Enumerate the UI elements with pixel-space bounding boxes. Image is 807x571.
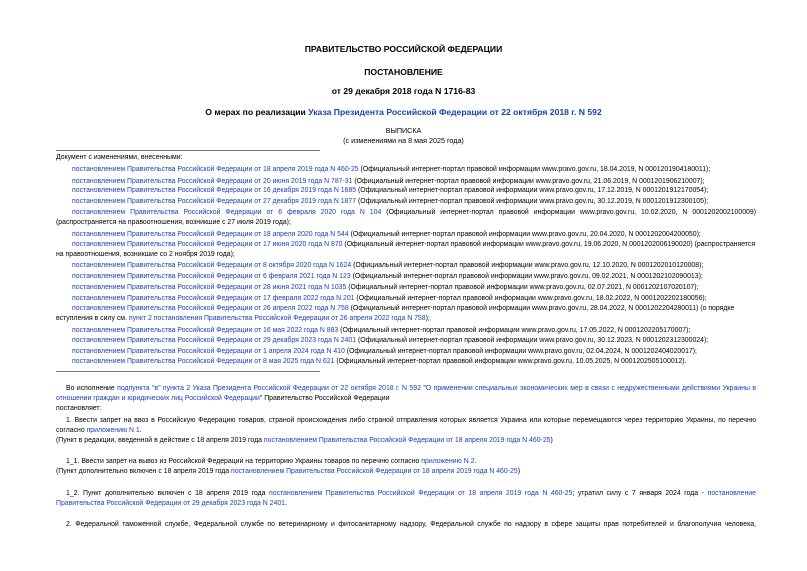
amendment-item: постановлением Правительства Российской Федерации от 1 апреля 2024 года N 410 (Официальный интернет-портал правовой информации www.pravo.gov.ru, 02.04.2024, N 0001202404020017);: [72, 348, 697, 355]
revision-label: (с изменениями на 8 мая 2025 года): [343, 136, 464, 145]
amendment-link[interactable]: постановлением Правительства Российской Федерации от 6 февраля 2020 года N 104: [72, 209, 382, 216]
doc-title-prefix: О мерах по реализации: [205, 107, 309, 117]
amendment-item: постановлением Правительства Российской Федерации от 20 июня 2019 года N 787-31 (Официальный интернет-портал правовой информации www.pravo.gov.ru, 21.06.2019, N 0001201906210007);: [72, 178, 705, 185]
amendment-link[interactable]: постановлением Правительства Российской Федерации от 6 февраля 2021 года N 123: [72, 273, 351, 280]
amendment-link[interactable]: постановлением Правительства Российской Федерации от 8 октября 2020 года N 1624: [72, 262, 352, 269]
top-separator: [56, 150, 320, 151]
clause-1-2-line: Правительства Российской Федерации от 29 декабря 2023 года N 2401.: [56, 500, 287, 507]
amendment-link[interactable]: постановлением Правительства Российской Федерации от 18 апреля 2019 года N 460-25: [72, 166, 359, 173]
amendment-item: постановлением Правительства Российской Федерации от 6 февраля 2021 года N 123 (Официальный интернет-портал правовой информации www.pravo.gov.ru, 09.02.2021, N 0001202102090013);: [72, 273, 703, 280]
amendment-item: постановлением Правительства Российской Федерации от 17 февраля 2022 года N 201 (Официальный интернет-портал правовой информации www.pravo.gov.ru, 18.02.2022, N 0001202202180056);: [72, 295, 707, 302]
amendment-item: постановлением Правительства Российской Федерации от 27 декабря 2019 года N 1877 (Официальный интернет-портал правовой информации www.pravo.gov.ru, 30.12.2019, N 0001201912300105);: [72, 198, 709, 205]
clause-1-1-note: (Пункт дополнительно включен с 18 апреля 2019 года постановлением Правительства Российской Федерации от 18 апреля 2019 года N 460-25): [56, 468, 520, 475]
amendment-link[interactable]: постановлением Правительства Российской Федерации от 18 апреля 2019 года N 460-25: [263, 437, 551, 444]
amendment-link[interactable]: постановлением Правительства Российской Федерации от 28 июня 2021 года N 1035: [72, 284, 347, 291]
decree-title-link[interactable]: О применении специальных экономических мер в связи с недружественными действиями Украины в: [425, 385, 756, 392]
bottom-separator: [56, 371, 320, 372]
amendments-intro: Документ с изменениями, внесенными:: [56, 154, 183, 161]
amendment-item: постановлением Правительства Российской Федерации от 28 июня 2021 года N 1035 (Официальный интернет-портал правовой информации www.pravo.gov.ru, 02.07.2021, N 0001202107020107);: [72, 284, 699, 291]
amendment-link[interactable]: постановлением Правительства Российской Федерации от 17 февраля 2022 года N 201: [72, 295, 355, 302]
decree-592-link[interactable]: Указа Президента Российской Федерации от 22 октября 2018 г. N 592: [308, 107, 602, 117]
amendment-continuation: (распространяется на правоотношения, возникшие с 27 июля 2019 года);: [56, 219, 291, 226]
doc-title: [0, 107, 807, 117]
government-heading: ПРАВИТЕЛЬСТВО РОССИЙСКОЙ ФЕДЕРАЦИИ: [304, 44, 503, 54]
decree-title-link[interactable]: отношении граждан и юридических лиц Российской Федерации: [56, 395, 260, 402]
clause-1-line: 1. Ввести запрет на ввоз в Российскую Федерацию товаров, страной происхождения либо страной отправления которых является Украина или которые перемещаются через территорию Украины, по перечню: [66, 417, 756, 424]
amendment-item: постановлением Правительства Российской Федерации от 18 апреля 2019 года N 460-25 (Официальный интернет-портал правовой информации www.pravo.gov.ru, 18.04.2019, N 0001201904180011);: [72, 166, 711, 173]
amendment-item: постановлением Правительства Российской Федерации от 29 декабря 2023 года N 2401 (Официальный интернет-портал правовой информации www.pravo.gov.ru, 30.12.2023, N 0001202312300024);: [72, 337, 709, 344]
amendment-link[interactable]: постановлением Правительства Российской Федерации от 26 апреля 2022 года N 758: [72, 305, 349, 312]
appendix-1-link[interactable]: приложению N 1: [86, 427, 140, 434]
amendment-link[interactable]: постановлением Правительства Российской Федерации от 20 июня 2019 года N 787-31: [72, 178, 353, 185]
amendment-link[interactable]: постановлением Правительства Российской Федерации от 29 декабря 2023 года N 2401: [72, 337, 357, 344]
clause-1-note: (Пункт в редакции, введенной в действие с 18 апреля 2019 года постановлением Правительства Российской Федерации от 18 апреля 2019 года N 460-25): [56, 437, 553, 444]
extract-label: ВЫПИСКА: [385, 126, 422, 135]
amendment-item: постановлением Правительства Российской Федерации от 8 октября 2020 года N 1624 (Официальный интернет-портал правовой информации www.pravo.gov.ru, 12.10.2020, N 0001202010120008);: [72, 262, 704, 269]
amendment-continuation: на правоотношения, возникшие со 2 ноября 2019 года);: [56, 251, 235, 258]
amendment-link[interactable]: Правительства Российской Федерации от 29 декабря 2023 года N 2401: [56, 500, 285, 507]
amendment-link[interactable]: постановлением Правительства Российской Федерации от 18 апреля 2019 года N 460-25: [231, 468, 518, 475]
amendment-continuation: вступления в силу см. пункт 2 постановления Правительства Российской Федерации от 26 апреля 2022 года N 758);: [56, 315, 430, 322]
clause-1-1-line: 1_1. Ввести запрет на вывоз из Российской Федерации на территорию Украины товаров по перечню согласно приложению N 2.: [66, 458, 477, 465]
amendment-item: постановлением Правительства Российской Федерации от 16 мая 2022 года N 883 (Официальный интернет-портал правовой информации www.pravo.gov.ru, 17.05.2022, N 0001202205170007);: [72, 327, 691, 334]
amendment-link[interactable]: постановлением Правительства Российской Федерации от 18 апреля 2020 года N 544: [72, 231, 349, 238]
amendment-link[interactable]: постановлением Правительства Российской Федерации от 16 декабря 2019 года N 1685: [72, 187, 357, 194]
clause-1-line: согласно приложению N 1.: [56, 427, 142, 434]
preamble-line: отношении граждан и юридических лиц Российской Федерации" Правительство Российской Федерации: [56, 395, 390, 402]
amendment-link[interactable]: постановление: [707, 490, 756, 497]
amendment-item: постановлением Правительства Российской Федерации от 16 декабря 2019 года N 1685 (Официальный интернет-портал правовой информации www.pravo.gov.ru, 17.12.2019, N 0001201912170054);: [72, 187, 709, 194]
amendment-link[interactable]: постановлением Правительства Российской Федерации от 8 мая 2025 года N 621: [72, 358, 335, 365]
amendment-link[interactable]: постановлением Правительства Российской Федерации от 16 мая 2022 года N 883: [72, 327, 339, 334]
amendment-item: постановлением Правительства Российской Федерации от 8 мая 2025 года N 621 (Официальный интернет-портал правовой информации www.pravo.gov.ru, 10.05.2025, N 0001202505100012).: [72, 358, 687, 365]
clause-1-2-line: 1_2. Пункт дополнительно включен с 18 апреля 2019 года постановлением Правительства Российской Федерации от 18 апреля 2019 года N 460-25; утратил силу с 7 января 2024 года - постановление: [66, 490, 756, 497]
amendment-item: постановлением Правительства Российской Федерации от 26 апреля 2022 года N 758 (Официальный интернет-портал правовой информации www.pravo.gov.ru, 28.04.2022, N 0001202204280011) (о порядке: [72, 305, 735, 312]
amendment-link[interactable]: постановлением Правительства Российской Федерации от 27 декабря 2019 года N 1877: [72, 198, 357, 205]
amendment-link[interactable]: постановлением Правительства Российской Федерации от 1 апреля 2024 года N 410: [72, 348, 345, 355]
decree-subclause-link[interactable]: подпункта "в" пункта 2 Указа Президента Российской Федерации от 22 октября 2018 г. N 592: [117, 385, 421, 392]
amendment-link[interactable]: постановлением Правительства Российской Федерации от 17 июня 2020 года N 870: [72, 241, 343, 248]
amendment-item: постановлением Правительства Российской Федерации от 17 июня 2020 года N 870 (Официальный интернет-портал правовой информации www.pravo.gov.ru, 19.06.2020, N 0001202006190020) (распространяется: [72, 241, 756, 248]
clause-2-line: 2. Федеральной таможенной службе, Федеральной службе по ветеринарному и фитосанитарному надзору, Федеральной службе по надзору в сфере защиты прав потребителей и благополучия человека,: [66, 521, 756, 528]
amendment-item: постановлением Правительства Российской Федерации от 6 февраля 2020 года N 104 (Официальный интернет-портал правовой информации www.pravo.gov.ru, 10.02.2020, N 0001202002100009): [72, 209, 756, 216]
doc-type-heading: ПОСТАНОВЛЕНИЕ: [364, 67, 443, 77]
appendix-2-link[interactable]: приложению N 2: [421, 458, 475, 465]
doc-date-heading: от 29 декабря 2018 года N 1716-83: [331, 86, 476, 96]
amendment-item: постановлением Правительства Российской Федерации от 18 апреля 2020 года N 544 (Официальный интернет-портал правовой информации www.pravo.gov.ru, 20.04.2020, N 0001202004200050);: [72, 231, 701, 238]
amendment-link[interactable]: пункт 2 постановления Правительства Российской Федерации от 26 апреля 2022 года N 758: [128, 315, 426, 322]
resolves-label: постановляет:: [56, 405, 102, 412]
amendment-link[interactable]: постановлением Правительства Российской Федерации от 18 апреля 2019 года N 460-25: [269, 490, 573, 497]
preamble-line: Во исполнение подпункта "в" пункта 2 Указа Президента Российской Федерации от 22 октября 2018 г. N 592 "О применении специальных экономических мер в связи с недружественными действиями Украины в: [66, 385, 756, 392]
